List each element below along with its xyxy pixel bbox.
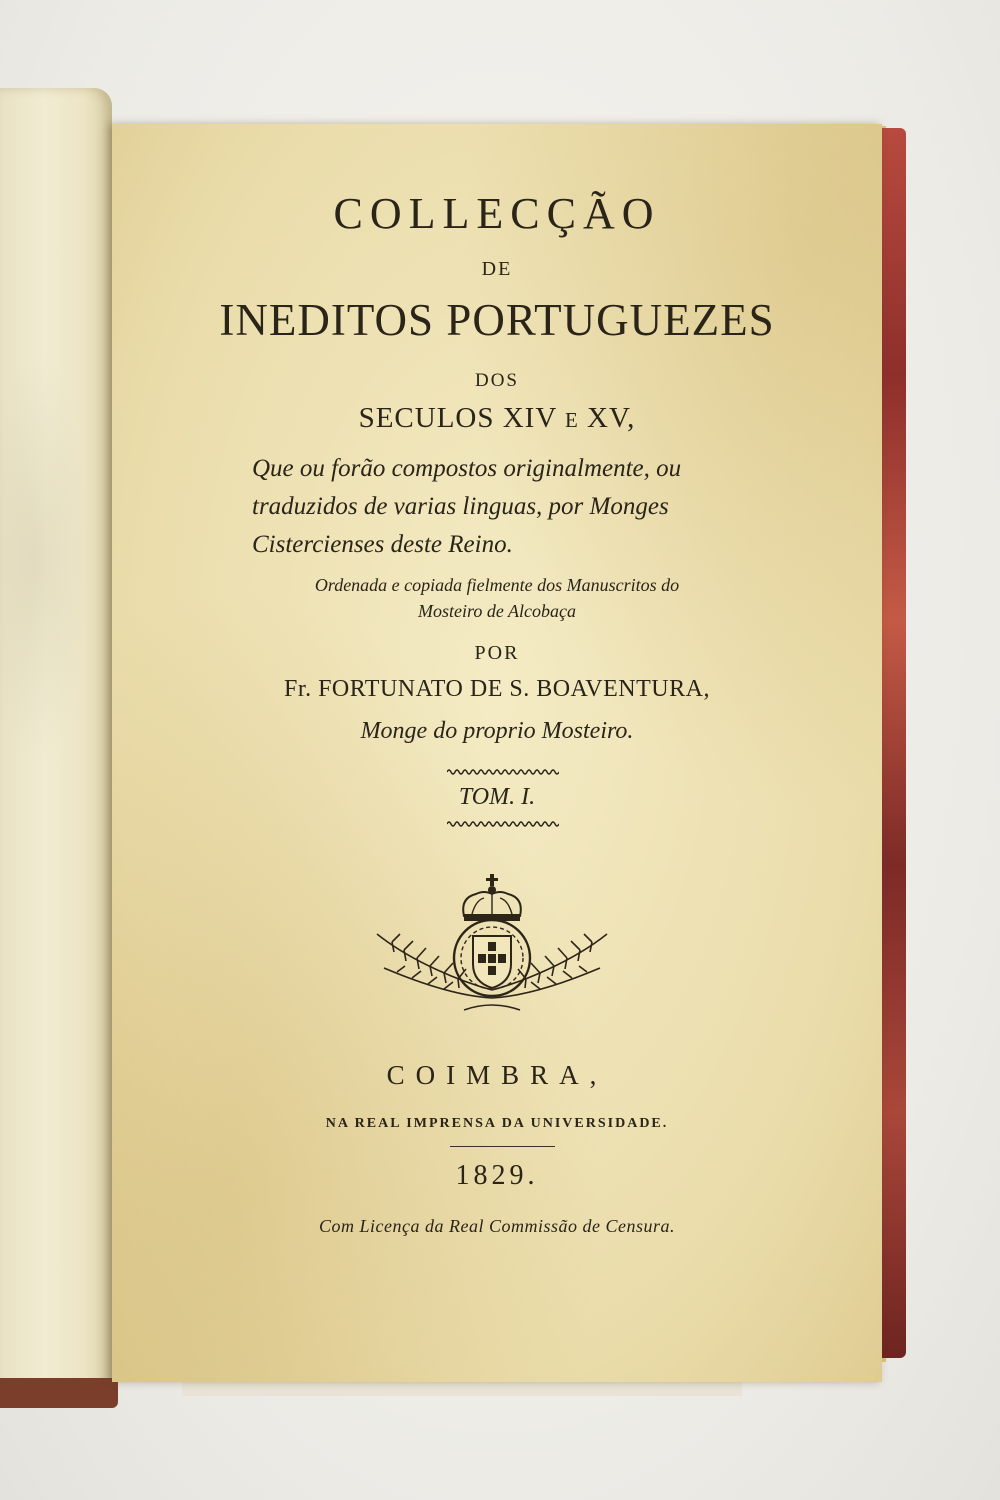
ornament-rule-bottom bbox=[447, 820, 559, 828]
marbled-cover-edge bbox=[880, 128, 906, 1358]
description-line: Cistercienses deste Reino. bbox=[252, 531, 513, 558]
author-name: Fr. FORTUNATO DE S. BOAVENTURA, bbox=[284, 676, 710, 702]
imprint-rule bbox=[450, 1146, 555, 1147]
centuries-line bbox=[112, 402, 882, 435]
left-cover-board bbox=[0, 1378, 118, 1408]
description-paragraph bbox=[252, 450, 792, 564]
centuries-part-b: XV, bbox=[587, 402, 636, 434]
license-note: Com Licença da Real Commissão de Censura. bbox=[319, 1216, 675, 1236]
ornament-rule-top bbox=[447, 768, 559, 776]
ordered-note bbox=[112, 572, 882, 624]
imprint-year: 1829. bbox=[455, 1160, 539, 1191]
description-line: Que ou forão compostos originalmente, ou bbox=[252, 455, 682, 482]
centuries-part-a: SECULOS XIV bbox=[358, 402, 557, 434]
main-title: INEDITOS PORTUGUEZES bbox=[219, 295, 775, 345]
preposition-dos: DOS bbox=[474, 370, 519, 391]
title-page bbox=[112, 124, 882, 1382]
collection-heading: COLLECÇÃO bbox=[333, 189, 661, 238]
description-line: traduzidos de varias linguas, por Monges bbox=[252, 493, 669, 520]
imprint-city: COIMBRA, bbox=[386, 1060, 608, 1090]
imprint-press: NA REAL IMPRENSA DA UNIVERSIDADE. bbox=[325, 1116, 669, 1131]
royal-coat-of-arms-icon bbox=[372, 872, 612, 1022]
by-label: POR bbox=[474, 642, 520, 664]
author-role: Monge do proprio Mosteiro. bbox=[360, 718, 634, 744]
centuries-conjunction: E bbox=[565, 408, 579, 432]
ordered-line: Ordenada e copiada fielmente dos Manuscritos do bbox=[314, 575, 680, 595]
preposition-de: DE bbox=[481, 258, 513, 280]
volume-number: TOM. I. bbox=[458, 784, 536, 810]
left-page bbox=[0, 88, 112, 1388]
ordered-line: Mosteiro de Alcobaça bbox=[418, 601, 576, 621]
book-foot bbox=[182, 1380, 742, 1396]
